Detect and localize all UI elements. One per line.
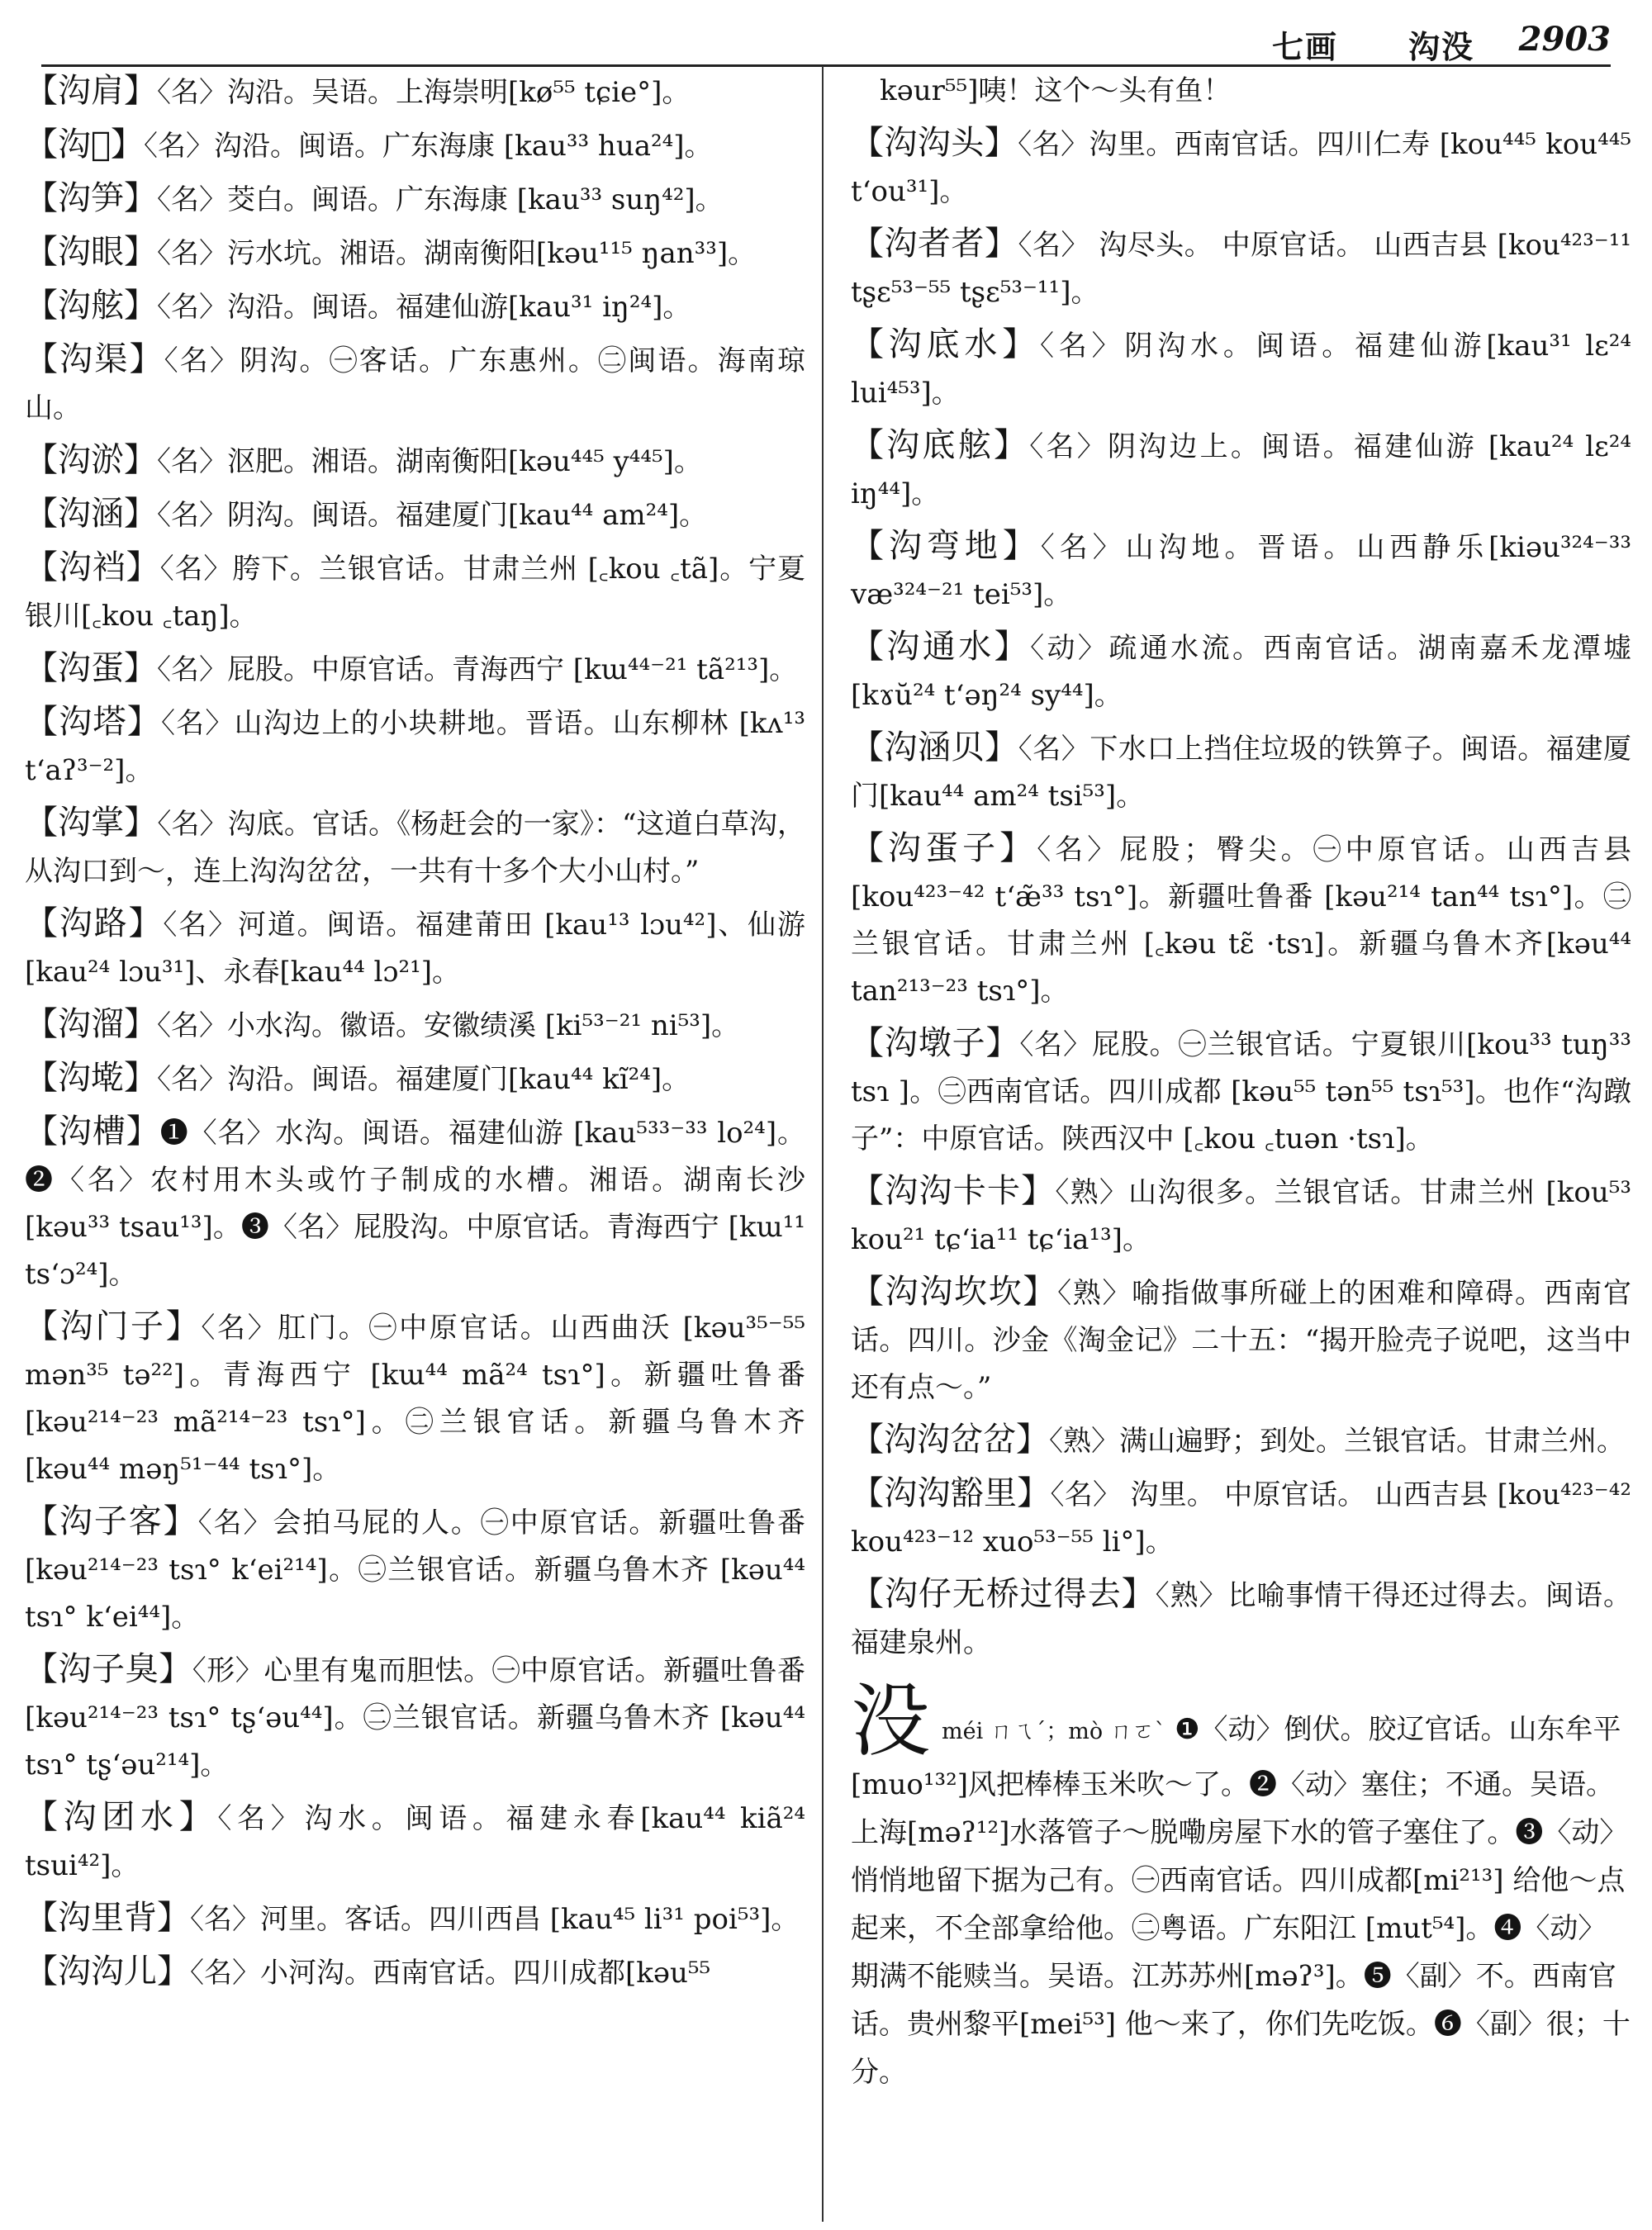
entry-headword: 【沟塔】 [25, 703, 161, 741]
dictionary-entry [25, 175, 805, 224]
dictionary-entry [851, 1470, 1631, 1566]
entry-headword: 【沟掌】 [25, 804, 158, 842]
dictionary-entry [25, 229, 805, 278]
dictionary-entry [25, 1001, 805, 1050]
entry-definition: 〈熟〉比喻事情干得还过得去。闽语。福建泉州。 [851, 1579, 1631, 1659]
dictionary-entry [25, 491, 805, 539]
dictionary-entry [851, 221, 1631, 316]
entry-headword: 【沟𡍕】 [25, 126, 145, 164]
entry-headword: 【沟涵】 [25, 495, 157, 533]
entry-definition: 〈名〉污水坑。湘语。湖南衡阳[kəu¹¹⁵ ŋan³³]。 [157, 237, 757, 270]
head-character: 没 [851, 1675, 930, 1767]
dictionary-entry [25, 1794, 805, 1890]
dictionary-entry [851, 1571, 1631, 1667]
entry-headword: 【沟里背】 [25, 1899, 190, 1937]
entry-headword: 【沟眼】 [25, 233, 157, 271]
dictionary-entry [851, 1416, 1631, 1465]
entry-definition: 〈名〉 沟尽头。 中原官话。 山西吉县 [kou⁴²³⁻¹¹ tʂɛ⁵³⁻⁵⁵ tʂɛ⁵³⁻¹¹]。 [851, 229, 1632, 309]
entry-headword: 【沟沟卡卡】 [851, 1172, 1056, 1210]
entry-headword: 【沟底水】 [851, 325, 1041, 363]
entry-definition: 〈名〉沟沿。闽语。广东海康 [kau³³ hua²⁴]。 [144, 130, 713, 163]
page-header [41, 17, 1611, 67]
dictionary-entry [851, 523, 1631, 619]
left-column [25, 68, 805, 2002]
entry-definition: 〈熟〉喻指做事所碰上的困难和障碍。西南官话。四川。沙金《淘金记》二十五：“揭开脸壳子说吧，这当中还有点～。” [851, 1277, 1632, 1404]
entry-definition: 〈名〉屁股。㊀兰银官话。宁夏银川[kou³³ tuŋ³³ tsɿ ]。㊁西南官话。四川成都 [kəu⁵⁵ tən⁵⁵ tsɿ⁵³]。也作“沟蹾子”：中原官话。陕西汉中 [꜀kou ꜀tuən ·tsɿ]。 [851, 1028, 1631, 1155]
entry-definition: 〈名〉河道。闽语。福建莆田 [kau¹³ lɔu⁴²]、仙游[kau²⁴ lɔu³¹]、永春[kau⁴⁴ lɔ²¹]。 [25, 909, 806, 989]
entry-headword: 【沟沟坎坎】 [851, 1273, 1058, 1311]
right-column [851, 68, 1631, 2124]
dictionary-entry [25, 1895, 805, 1943]
page-number: 2903 [1518, 20, 1611, 59]
entry-headword: 【沟路】 [25, 904, 164, 942]
entry-definition: 〈形〉心里有鬼而胆怯。㊀中原官话。新疆吐鲁番[kəu²¹⁴⁻²³ tsɿ° tʂ‘əu⁴⁴]。㊁兰银官话。新疆乌鲁木齐 [kəu⁴⁴ tsɿ° tʂ‘əu²¹⁴]。 [25, 1654, 806, 1782]
dictionary-entry [851, 1168, 1631, 1264]
entry-definition: 〈名〉阴沟边上。闽语。福建仙游 [kau²⁴ lɛ²⁴ iŋ⁴⁴]。 [851, 430, 1631, 510]
entry-headword: 【沟者者】 [851, 225, 1018, 263]
continued-text: kəur⁵⁵]咦！这个～头有鱼！ [880, 74, 1232, 107]
entry-headword: 【沟涵贝】 [851, 728, 1018, 766]
dictionary-entry [25, 1303, 805, 1493]
entry-headword: 【沟沟岔岔】 [851, 1421, 1049, 1459]
entry-headword: 【沟墩子】 [851, 1024, 1020, 1062]
entry-definition: 〈名〉沟沿。吴语。上海崇明[kø⁵⁵ tɕie°]。 [157, 76, 691, 109]
head-character-entry [851, 1675, 1631, 2096]
head-character-pronunciation: méi ㄇㄟˊ；mò ㄇㄛˋ [942, 1719, 1166, 1744]
entry-headword: 【沟蛋】 [25, 649, 157, 687]
entry-definition: 〈名〉沟沿。闽语。福建厦门[kau⁴⁴ kĩ²⁴]。 [157, 1063, 691, 1096]
dictionary-entry [851, 321, 1631, 417]
entry-headword: 【沟裆】 [25, 548, 160, 586]
entry-definition: 〈熟〉山沟很多。兰银官话。甘肃兰州 [kou⁵³ kou²¹ tɕ‘ia¹¹ tɕ‘ia¹³]。 [851, 1176, 1631, 1256]
dictionary-entry [851, 120, 1631, 216]
right-entry-list [851, 120, 1631, 1667]
entry-definition: 〈名〉山沟地。晋语。山西静乐[kiəu³²⁴⁻³³ væ³²⁴⁻²¹ tei⁵³]。 [851, 531, 1632, 611]
dictionary-entry [851, 724, 1631, 820]
dictionary-entry [25, 437, 805, 486]
entry-definition: 〈名〉屁股。中原官话。青海西宁 [kɯ⁴⁴⁻²¹ tã²¹³]。 [157, 653, 798, 686]
entry-headword: 【沟底舷】 [851, 426, 1030, 464]
dictionary-entry [851, 1020, 1631, 1163]
dictionary-entry [25, 1498, 805, 1641]
dictionary-entry [25, 336, 805, 432]
dictionary-entry [25, 900, 805, 996]
dictionary-entry [25, 68, 805, 116]
entry-definition: 〈名〉阴沟。闽语。福建厦门[kau⁴⁴ am²⁴]。 [157, 499, 708, 532]
entry-headword: 【沟舷】 [25, 287, 157, 325]
entry-definition: 〈名〉沟水。闽语。福建永春[kau⁴⁴ kiã²⁴ tsui⁴²]。 [25, 1802, 806, 1882]
entry-headword: 【沟仔无桥过得去】 [851, 1575, 1156, 1613]
entry-definition: 〈名〉沤肥。湘语。湖南衡阳[kəu⁴⁴⁵ y⁴⁴⁵]。 [157, 445, 702, 478]
entry-headword: 【沟笋】 [25, 179, 157, 217]
entry-headword: 【沟子臭】 [25, 1650, 192, 1688]
entry-definition: 〈名〉胯下。兰银官话。甘肃兰州 [꜀kou ꜀tã]。宁夏银川[꜀kou ꜀taŋ]。 [25, 553, 806, 633]
entry-headword: 【沟门子】 [25, 1307, 202, 1345]
entry-definition: 〈名〉河里。客话。四川西昌 [kau⁴⁵ li³¹ poi⁵³]。 [190, 1903, 800, 1936]
entry-headword: 【沟团水】 [25, 1798, 218, 1836]
entry-headword: 【沟沟豁里】 [851, 1474, 1051, 1512]
entry-headword: 【沟沟儿】 [25, 1952, 190, 1990]
header-words: 沟没 [1408, 28, 1474, 65]
entry-definition: 〈名〉肛门。㊀中原官话。山西曲沃 [kəu³⁵⁻⁵⁵ mən³⁵ tə²²]。青海西宁 [kɯ⁴⁴ mã²⁴ tsɿ°]。新疆吐鲁番[kəu²¹⁴⁻²³ mã²¹⁴⁻²³ tsɿ°]。㊁兰银官话。新疆乌鲁木齐 [kəu⁴⁴ məŋ⁵¹⁻⁴⁴ tsɿ°]。 [25, 1312, 805, 1486]
entry-definition: 〈名〉下水口上挡住垃圾的铁箅子。闽语。福建厦门[kau⁴⁴ am²⁴ tsi⁵³]。 [851, 733, 1632, 813]
entry-definition: 〈名〉 沟里。 中原官话。 山西吉县 [kou⁴²³⁻⁴² kou⁴²³⁻¹² xuo⁵³⁻⁵⁵ li°]。 [851, 1478, 1631, 1559]
entry-definition: 〈名〉屁股；臀尖。㊀中原官话。山西吉县 [kou⁴²³⁻⁴² t‘æ̃³³ tsɿ°]。新疆吐鲁番 [kəu²¹⁴ tan⁴⁴ tsɿ°]。㊁兰银官话。甘肃兰州 [꜀kəu tɛ̃ ·tsɿ]。新疆乌鲁木齐[kəu⁴⁴ tan²¹³⁻²³ tsɿ°]。 [851, 833, 1631, 1008]
entry-definition: 〈名〉沟底。官话。《杨赶会的一家》：“这道白草沟，从沟口到～，连上沟沟岔岔，一共有十多个大小山村。” [25, 808, 805, 888]
entry-headword: 【沟沟头】 [851, 124, 1018, 162]
header-section: 七画 [1271, 28, 1338, 65]
entry-definition: 〈名〉山沟边上的小块耕地。晋语。山东柳林 [kʌ¹³ t‘aʔ³⁻²]。 [25, 707, 805, 787]
dictionary-entry [25, 1108, 805, 1298]
dictionary-entry [25, 544, 805, 640]
entry-definition: 〈名〉茭白。闽语。广东海康 [kau³³ suŋ⁴²]。 [157, 183, 724, 216]
entry-definition: 〈名〉会拍马屁的人。㊀中原官话。新疆吐鲁番[kəu²¹⁴⁻²³ tsɿ° k‘ei²¹⁴]。㊁兰银官话。新疆乌鲁木齐 [kəu⁴⁴ tsɿ° k‘ei⁴⁴]。 [25, 1506, 806, 1634]
dictionary-entry [25, 1646, 805, 1789]
dictionary-entry [25, 1948, 805, 1997]
dictionary-entry [25, 799, 805, 895]
entry-headword: 【沟渠】 [25, 340, 164, 378]
entry-headword: 【沟肩】 [25, 72, 157, 110]
dictionary-entry [25, 282, 805, 331]
column-divider [822, 66, 824, 2222]
entry-headword: 【沟墘】 [25, 1059, 157, 1097]
dictionary-entry [25, 1055, 805, 1103]
dictionary-entry [851, 422, 1631, 518]
entry-definition: 〈名〉小河沟。西南官话。四川成都[kəu⁵⁵ [190, 1957, 711, 1990]
dictionary-entry [851, 825, 1631, 1015]
entry-headword: 【沟蛋子】 [851, 829, 1037, 867]
entry-headword: 【沟通水】 [851, 628, 1031, 666]
entry-headword: 【沟淤】 [25, 441, 157, 479]
entry-definition: 〈名〉阴沟。㊀客话。广东惠州。㊁闽语。海南琼山。 [25, 344, 805, 425]
entry-definition: 〈名〉阴沟水。闽语。福建仙游[kau³¹ lɛ²⁴ lui⁴⁵³]。 [851, 330, 1632, 410]
dictionary-entry [851, 1269, 1631, 1412]
head-character-definition: ❶〈动〉倒伏。胶辽官话。山东牟平[muo¹³²]风把棒棒玉米吹～了。❷〈动〉塞住；不通。吴语。上海[məʔ¹²]水落管子～脱嘞房屋下水的管子塞住了。❸〈动〉悄悄地留下据为己有。㊀西南官话。四川成都[mi²¹³] 给他～点起来，不全部拿给他。㊁粤语。广东阳江 [mut⁵⁴]。❹〈动〉期满不能赎当。吴语。江苏苏州[məʔ³]。❺〈副〉不。西南官话。贵州黎平[mei⁵³] 他～来了，你们先吃饭。❻〈副〉很；十分。 [851, 1713, 1631, 2089]
entry-headword: 【沟弯地】 [851, 527, 1041, 565]
entry-definition: ❶〈名〉水沟。闽语。福建仙游 [kau⁵³³⁻³³ lo²⁴]。❷〈名〉农村用木头或竹子制成的水槽。湘语。湖南长沙 [kəu³³ tsau¹³]。❸〈名〉屁股沟。中原官话。青海西宁 [kɯ¹¹ ts‘ɔ²⁴]。 [25, 1117, 806, 1291]
dictionary-entry [25, 121, 805, 170]
entry-definition: 〈名〉沟里。西南官话。四川仁寿 [kou⁴⁴⁵ kou⁴⁴⁵ t‘ou³¹]。 [851, 128, 1631, 208]
dictionary-entry [25, 645, 805, 694]
dictionary-entry [851, 624, 1631, 719]
entry-headword: 【沟子客】 [25, 1502, 198, 1540]
entry-headword: 【沟溜】 [25, 1005, 157, 1043]
entry-definition: 〈熟〉满山遍野；到处。兰银官话。甘肃兰州。 [1049, 1425, 1625, 1458]
entry-definition: 〈动〉疏通水流。西南官话。湖南嘉禾龙潭墟[kɤŭ²⁴ t‘əŋ²⁴ sy⁴⁴]。 [851, 632, 1632, 712]
entry-headword: 【沟槽】 [25, 1113, 160, 1151]
dictionary-entry [25, 699, 805, 795]
entry-definition: 〈名〉小水沟。徽语。安徽绩溪 [ki⁵³⁻²¹ ni⁵³]。 [157, 1009, 740, 1042]
entry-definition: 〈名〉沟沿。闽语。福建仙游[kau³¹ iŋ²⁴]。 [157, 291, 691, 324]
